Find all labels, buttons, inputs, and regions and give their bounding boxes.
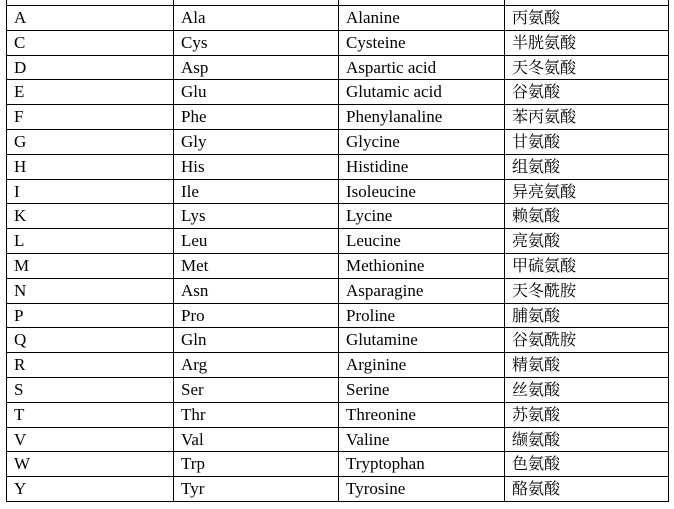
table-body	[7, 0, 669, 501]
english-name-cell: Serine	[339, 377, 505, 402]
chinese-name-cell: 亮氨酸	[505, 229, 669, 254]
chinese-name-cell: 谷氨酸	[505, 80, 669, 105]
one-letter-code-cell: C	[7, 30, 174, 55]
three-letter-code-cell: Lys	[174, 204, 339, 229]
table-row	[7, 253, 669, 278]
one-letter-code-cell: T	[7, 402, 174, 427]
three-letter-code-cell: Leu	[174, 229, 339, 254]
three-letter-code-cell: Arg	[174, 353, 339, 378]
three-letter-code-cell: Thr	[174, 402, 339, 427]
chinese-name-cell: 甘氨酸	[505, 129, 669, 154]
chinese-name-cell: 色氨酸	[505, 452, 669, 477]
three-letter-code-cell: Gln	[174, 328, 339, 353]
three-letter-code-cell: Cys	[174, 30, 339, 55]
chinese-name-cell: 甲硫氨酸	[505, 253, 669, 278]
english-name-cell: Arginine	[339, 353, 505, 378]
one-letter-code-cell: F	[7, 105, 174, 130]
english-name-cell: Phenylanaline	[339, 105, 505, 130]
three-letter-code-cell: His	[174, 154, 339, 179]
chinese-name-cell: 苏氨酸	[505, 402, 669, 427]
chinese-name-cell: 苯丙氨酸	[505, 105, 669, 130]
english-name-cell: Valine	[339, 427, 505, 452]
english-name-cell: Histidine	[339, 154, 505, 179]
three-letter-code-cell: Glu	[174, 80, 339, 105]
english-name-cell: Aspartic acid	[339, 55, 505, 80]
three-letter-code-cell: Met	[174, 253, 339, 278]
three-letter-code-cell: Phe	[174, 105, 339, 130]
table-row	[7, 402, 669, 427]
table-row	[7, 229, 669, 254]
table-row	[7, 477, 669, 502]
table-row	[7, 328, 669, 353]
english-name-cell: Asparagine	[339, 278, 505, 303]
table-row	[7, 105, 669, 130]
three-letter-code-cell: Ala	[174, 6, 339, 31]
table-row	[7, 353, 669, 378]
one-letter-code-cell: P	[7, 303, 174, 328]
english-name-cell: Alanine	[339, 6, 505, 31]
one-letter-code-cell: K	[7, 204, 174, 229]
three-letter-code-cell: Trp	[174, 452, 339, 477]
table-row	[7, 427, 669, 452]
one-letter-code-cell: S	[7, 377, 174, 402]
table-row	[7, 179, 669, 204]
english-name-cell: Tryptophan	[339, 452, 505, 477]
table-row	[7, 303, 669, 328]
english-name-cell: Glutamine	[339, 328, 505, 353]
chinese-name-cell: 组氨酸	[505, 154, 669, 179]
one-letter-code-cell: A	[7, 6, 174, 31]
three-letter-code-cell: Val	[174, 427, 339, 452]
table-row	[7, 154, 669, 179]
table-row	[7, 377, 669, 402]
three-letter-code-cell: Gly	[174, 129, 339, 154]
three-letter-code-cell: Ile	[174, 179, 339, 204]
one-letter-code-cell: I	[7, 179, 174, 204]
english-name-cell: Proline	[339, 303, 505, 328]
chinese-name-cell: 天冬酰胺	[505, 278, 669, 303]
english-name-cell: Isoleucine	[339, 179, 505, 204]
chinese-name-cell: 脯氨酸	[505, 303, 669, 328]
chinese-name-cell: 天冬氨酸	[505, 55, 669, 80]
chinese-name-cell: 半胱氨酸	[505, 30, 669, 55]
three-letter-code-cell: Asp	[174, 55, 339, 80]
one-letter-code-cell: L	[7, 229, 174, 254]
table-row	[7, 80, 669, 105]
one-letter-code-cell: N	[7, 278, 174, 303]
english-name-cell: Tyrosine	[339, 477, 505, 502]
english-name-cell: Threonine	[339, 402, 505, 427]
table-row	[7, 30, 669, 55]
one-letter-code-cell: E	[7, 80, 174, 105]
english-name-cell: Lycine	[339, 204, 505, 229]
one-letter-code-cell: Y	[7, 477, 174, 502]
english-name-cell: Methionine	[339, 253, 505, 278]
chinese-name-cell: 精氨酸	[505, 353, 669, 378]
english-name-cell: Leucine	[339, 229, 505, 254]
chinese-name-cell: 丙氨酸	[505, 6, 669, 31]
chinese-name-cell: 异亮氨酸	[505, 179, 669, 204]
table-row	[7, 6, 669, 31]
english-name-cell: Glycine	[339, 129, 505, 154]
table-row	[7, 55, 669, 80]
three-letter-code-cell: Pro	[174, 303, 339, 328]
chinese-name-cell: 赖氨酸	[505, 204, 669, 229]
chinese-name-cell: 缬氨酸	[505, 427, 669, 452]
chinese-name-cell: 谷氨酰胺	[505, 328, 669, 353]
chinese-name-cell: 酪氨酸	[505, 477, 669, 502]
table-row	[7, 452, 669, 477]
one-letter-code-cell: G	[7, 129, 174, 154]
one-letter-code-cell: M	[7, 253, 174, 278]
table-row	[7, 204, 669, 229]
three-letter-code-cell: Asn	[174, 278, 339, 303]
one-letter-code-cell: R	[7, 353, 174, 378]
one-letter-code-cell: W	[7, 452, 174, 477]
three-letter-code-cell: Tyr	[174, 477, 339, 502]
amino-acid-table	[6, 0, 669, 502]
english-name-cell: Cysteine	[339, 30, 505, 55]
three-letter-code-cell: Ser	[174, 377, 339, 402]
one-letter-code-cell: H	[7, 154, 174, 179]
table-row	[7, 278, 669, 303]
one-letter-code-cell: D	[7, 55, 174, 80]
table-row	[7, 129, 669, 154]
one-letter-code-cell: V	[7, 427, 174, 452]
chinese-name-cell: 丝氨酸	[505, 377, 669, 402]
one-letter-code-cell: Q	[7, 328, 174, 353]
english-name-cell: Glutamic acid	[339, 80, 505, 105]
